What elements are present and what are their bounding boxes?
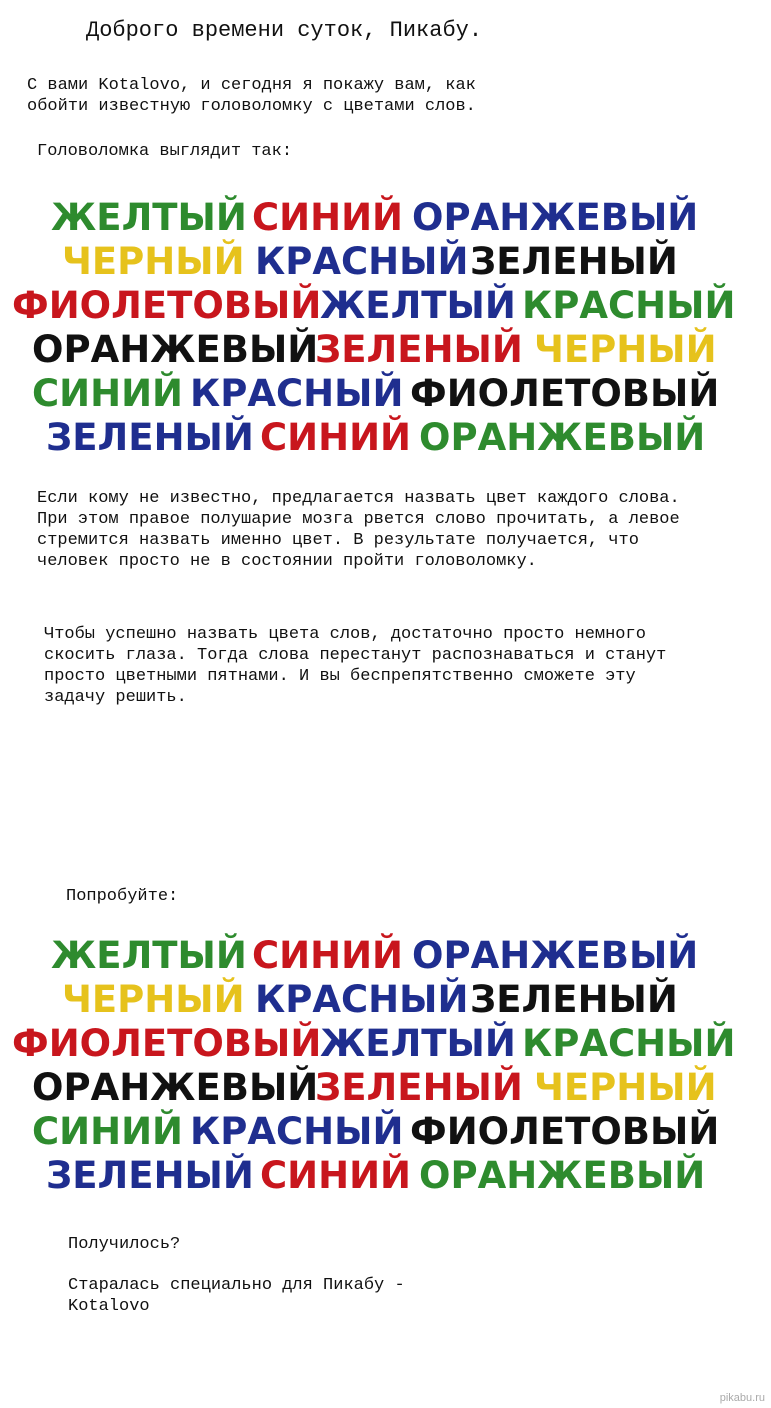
puzzle-word: СИНИЙ (32, 372, 184, 415)
puzzle-word: ЖЕЛТЫЙ (320, 284, 516, 327)
puzzle-word: ОРАНЖЕВЫЙ (412, 934, 699, 977)
puzzle-word: КРАСНЫЙ (190, 372, 404, 415)
result-question: Получилось? (68, 1235, 181, 1254)
puzzle-word: ОРАНЖЕВЫЙ (32, 1066, 319, 1109)
site-watermark: pikabu.ru (719, 1392, 765, 1404)
puzzle-word: ЧЕРНЫЙ (534, 1066, 717, 1109)
puzzle-word: ЗЕЛЕНЫЙ (315, 1066, 523, 1109)
puzzle-word: ЧЕРНЫЙ (62, 978, 245, 1021)
puzzle-word: КРАСНЫЙ (522, 284, 736, 327)
puzzle-word: ЗЕЛЕНЫЙ (470, 978, 678, 1021)
puzzle-row (0, 372, 771, 415)
signature: Старалась специально для Пикабу - Kotalovo (68, 1276, 405, 1316)
puzzle-row (0, 328, 771, 371)
puzzle-word: КРАСНЫЙ (522, 1022, 736, 1065)
tip-paragraph: Чтобы успешно назвать цвета слов, достаточно просто немного скосить глаза. Тогда слова перестанут распознаваться и станут просто цветными пятнами. И вы беспрепятственно сможете эту задачу решить. (44, 625, 667, 707)
try-it-label: Попробуйте: (66, 887, 179, 906)
puzzle-word: СИНИЙ (32, 1110, 184, 1153)
puzzle-word: ЖЕЛТЫЙ (51, 196, 247, 239)
puzzle-word: ЧЕРНЫЙ (62, 240, 245, 283)
puzzle-row (0, 416, 771, 459)
explanation-paragraph: Если кому не известно, предлагается назвать цвет каждого слова. При этом правое полушарие мозга рвется слово прочитать, а левое стремится назвать именно цвет. В результате получается, что человек просто не в состоянии пройти головоломку. (37, 489, 680, 571)
puzzle-word: КРАСНЫЙ (255, 240, 469, 283)
puzzle-word: ЗЕЛЕНЫЙ (470, 240, 678, 283)
puzzle-word: КРАСНЫЙ (255, 978, 469, 1021)
puzzle-word: ЖЕЛТЫЙ (320, 1022, 516, 1065)
puzzle-word: ФИОЛЕТОВЫЙ (410, 372, 720, 415)
puzzle-row (0, 978, 771, 1021)
puzzle-row (0, 934, 771, 977)
puzzle-word: ЗЕЛЕНЫЙ (46, 416, 254, 459)
puzzle-word: ФИОЛЕТОВЫЙ (12, 284, 322, 327)
puzzle-word: ОРАНЖЕВЫЙ (412, 196, 699, 239)
puzzle-word: КРАСНЫЙ (190, 1110, 404, 1153)
puzzle-word: СИНИЙ (252, 934, 404, 977)
puzzle-word: ЧЕРНЫЙ (534, 328, 717, 371)
puzzle-row (0, 1110, 771, 1153)
puzzle-word: ЗЕЛЕНЫЙ (46, 1154, 254, 1197)
puzzle-intro-label: Головоломка выглядит так: (37, 142, 293, 161)
page-title: Доброго времени суток, Пикабу. (86, 18, 483, 43)
puzzle-word: ОРАНЖЕВЫЙ (419, 1154, 706, 1197)
puzzle-word: ОРАНЖЕВЫЙ (32, 328, 319, 371)
puzzle-row (0, 1022, 771, 1065)
intro-paragraph: С вами Kotalovo, и сегодня я покажу вам, как обойти известную головоломку с цветами слов. (27, 76, 476, 116)
puzzle-word: ЖЕЛТЫЙ (51, 934, 247, 977)
puzzle-row (0, 1154, 771, 1197)
puzzle-row (0, 240, 771, 283)
puzzle-word: СИНИЙ (252, 196, 404, 239)
puzzle-word: ФИОЛЕТОВЫЙ (410, 1110, 720, 1153)
puzzle-row (0, 196, 771, 239)
puzzle-word: СИНИЙ (260, 416, 412, 459)
puzzle-row (0, 284, 771, 327)
puzzle-word: ОРАНЖЕВЫЙ (419, 416, 706, 459)
puzzle-word: СИНИЙ (260, 1154, 412, 1197)
puzzle-word: ФИОЛЕТОВЫЙ (12, 1022, 322, 1065)
puzzle-word: ЗЕЛЕНЫЙ (315, 328, 523, 371)
puzzle-row (0, 1066, 771, 1109)
